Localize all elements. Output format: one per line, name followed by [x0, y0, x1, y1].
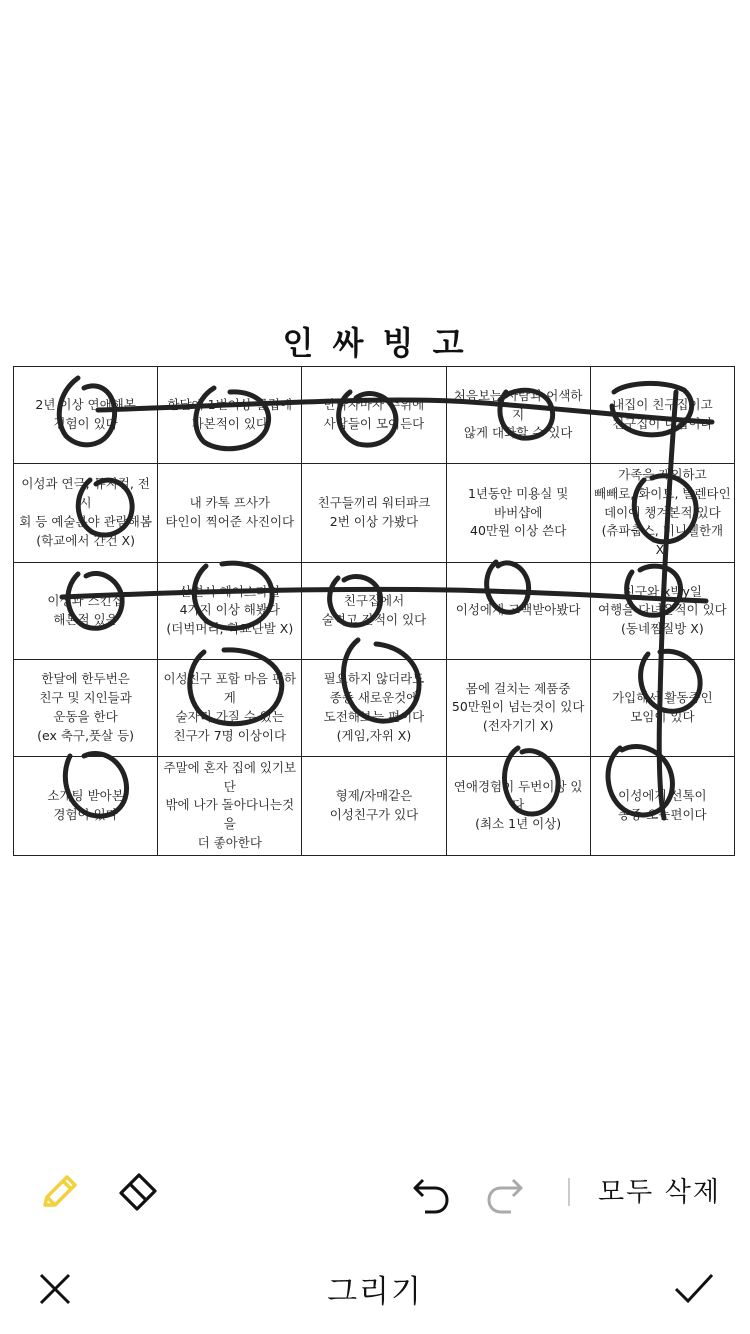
toolbar-divider [568, 1178, 570, 1206]
bingo-row [14, 562, 735, 659]
check-icon[interactable] [670, 1268, 718, 1310]
bingo-cell[interactable]: 내집이 친구집이고 친구집이 내집이다 [590, 367, 734, 464]
bingo-row [14, 659, 735, 756]
bingo-cell[interactable]: 이성과 스킨십 해본적 있음 [14, 562, 158, 659]
bingo-row [14, 464, 735, 563]
bingo-cell[interactable]: 친구와 x박y일 여행을 다녀온적이 있다 (동네찜질방 X) [590, 562, 734, 659]
bingo-title: 인 싸 빙 고 [282, 324, 468, 362]
bingo-cell[interactable]: 소개팅 받아본 경험이 있다 [14, 756, 158, 855]
bingo-grid[interactable] [13, 366, 735, 856]
bingo-cell[interactable]: 친구집에서 술먹고 잔적이 있다 [302, 562, 446, 659]
bingo-cell[interactable]: 가족을 제외하고 빼빼로, 화이트, 발렌타인 데이에 챙겨본적 있다 (츄파춥스, 미니쉘한개 X) [590, 464, 734, 563]
bingo-cell[interactable]: 친구들끼리 워터파크 2번 이상 가봤다 [302, 464, 446, 563]
bingo-cell[interactable]: 형제/자매같은 이성친구가 있다 [302, 756, 446, 855]
bingo-cell[interactable]: 필요하지 않더라도 종종 새로운것에 도전해보는 편이다 (게임,자위 X) [302, 659, 446, 756]
bingo-cell[interactable]: 가입해서 활동중인 모임이 있다 [590, 659, 734, 756]
bingo-cell[interactable]: 몸에 걸치는 제품중 50만원이 넘는것이 있다 (전자기기 X) [446, 659, 590, 756]
undo-icon[interactable] [404, 1172, 452, 1216]
bingo-row [14, 367, 735, 464]
bingo-cell[interactable]: 내 카톡 프사가 타인이 찍어준 사진이다 [158, 464, 302, 563]
bingo-cell[interactable]: 이성에게 고백받아봤다 [446, 562, 590, 659]
bingo-cell[interactable]: 연애경험이 두번이상 있다 (최소 1년 이상) [446, 756, 590, 855]
bingo-cell[interactable]: 이성과 연극, 뮤지컬, 전시 회 등 예술분야 관람해봄 (학교에서 간건 X) [14, 464, 158, 563]
bingo-cell[interactable]: 이성에게 선톡이 종종 오는편이다 [590, 756, 734, 855]
bingo-cell[interactable]: 2년 이상 연애해본 경험이 있다 [14, 367, 158, 464]
screen-title: 그리기 [327, 1274, 423, 1310]
bingo-cell[interactable]: 한달에 한두번은 친구 및 지인들과 운동을 한다 (ex 축구,풋살 등) [14, 659, 158, 756]
clear-all-button[interactable]: 모두 삭제 [598, 1177, 721, 1208]
bingo-cell[interactable]: 만나자마자 주위에 사람들이 모여든다 [302, 367, 446, 464]
bingo-cell[interactable]: 한달에 1번이상 클럽에 가본적이 있다 [158, 367, 302, 464]
bingo-cell[interactable]: 살면서 헤어스타일 4가지 이상 해봤다 (더벅머리, 학교단발 X) [158, 562, 302, 659]
eraser-icon[interactable] [114, 1168, 162, 1216]
bingo-cell[interactable]: 주말에 혼자 집에 있기보단 밖에 나가 돌아다니는것을 더 좋아한다 [158, 756, 302, 855]
bingo-row [14, 756, 735, 855]
bingo-cell[interactable]: 이성친구 포함 마음 편하게 술자리 가질 수 있는 친구가 7명 이상이다 [158, 659, 302, 756]
bingo-cell[interactable]: 1년동안 미용실 및 바버샵에 40만원 이상 쓴다 [446, 464, 590, 563]
redo-icon[interactable] [484, 1172, 532, 1216]
bingo-cell[interactable]: 처음보는 사람과 어색하지 않게 대화할 수 있다 [446, 367, 590, 464]
pencil-icon[interactable] [36, 1168, 84, 1216]
